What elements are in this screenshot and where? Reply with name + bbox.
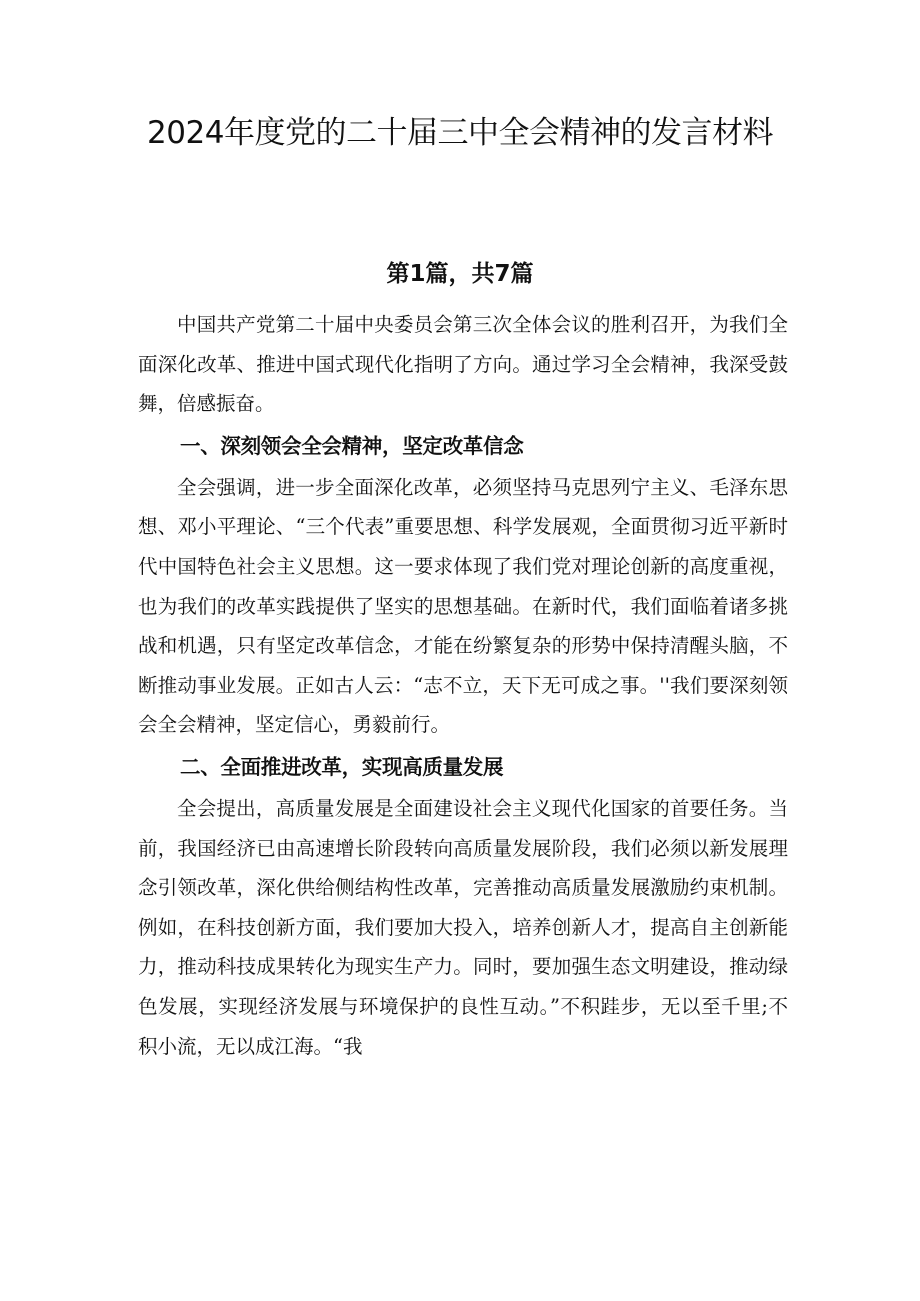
document-body [138,305,788,1066]
intro-paragraph: 中国共产党第二十届中央委员会第三次全体会议的胜利召开，为我们全面深化改革、推进中国式现代化指明了方向。通过学习全会精神，我深受鼓舞，倍感振奋。 [138,313,788,416]
section-2-heading: 二、全面推进改革，实现高质量发展 [180,754,504,779]
section-1-heading: 一、深刻领会全会精神，坚定改革信念 [180,433,524,458]
part-label: 第1篇，共7篇 [386,261,534,287]
section-1-paragraph: 全会强调，进一步全面深化改革，必须坚持马克思列宁主义、毛泽东思想、邓小平理论、“三个代表”重要思想、科学发展观，全面贯彻习近平新时代中国特色社会主义思想。这一要求体现了我们党对理论创新的高度重视，也为我们的改革实践提供了坚实的思想基础。在新时代，我们面临着诸多挑战和机遇，只有坚定改革信念，才能在纷繁复杂的形势中保持清醒头脑，不断推动事业发展。正如古人云：“志不立，天下无可成之事。''我们要深刻领会全会精神，坚定信心，勇毅前行。 [138,475,788,737]
section-2-paragraph: 全会提出，高质量发展是全面建设社会主义现代化国家的首要任务。当前，我国经济已由高速增长阶段转向高质量发展阶段，我们必须以新发展理念引领改革，深化供给侧结构性改革，完善推动高质量发展激励约束机制。例如，在科技创新方面，我们要加大投入，培养创新人才，提高自主创新能力，推动科技成果转化为现实生产力。同时，要加强生态文明建设，推动绿色发展，实现经济发展与环境保护的良性互动。”不积跬步，无以至千里;不积小流，无以成江海。“我 [138,796,788,1058]
document-title: 2024年度党的二十届三中全会精神的发言材料 [147,115,773,151]
